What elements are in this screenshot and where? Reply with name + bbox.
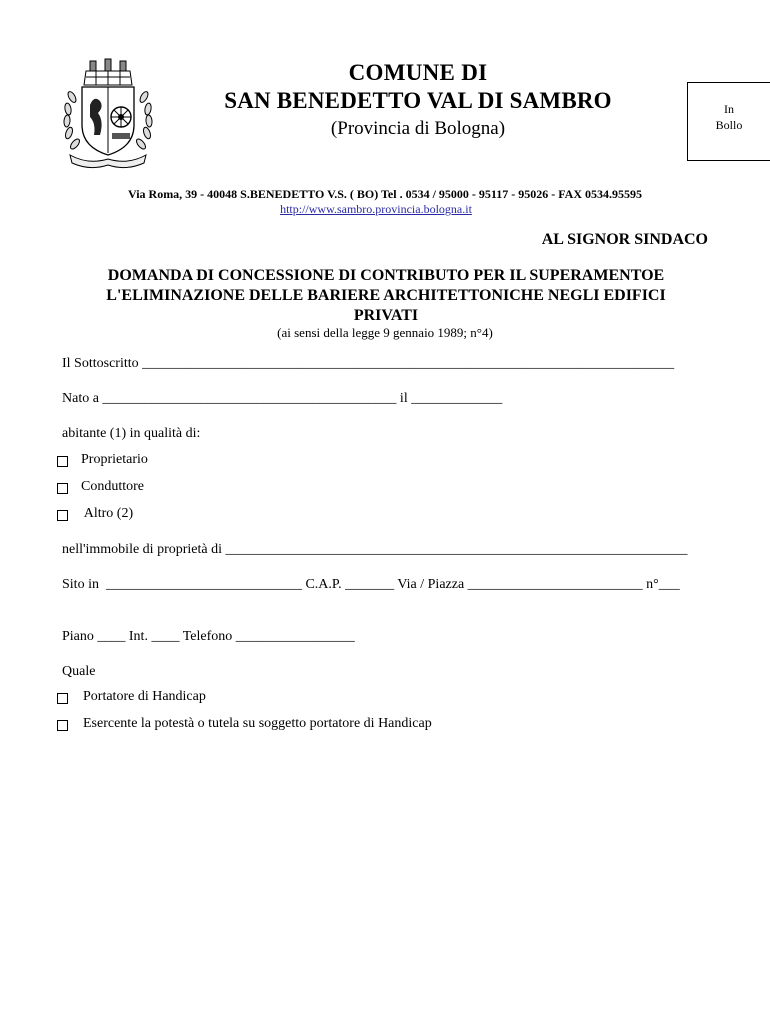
title-line-3: PRIVATI — [353, 307, 419, 324]
comune-name: SAN BENEDETTO VAL DI SAMBRO — [224, 88, 612, 113]
bollo-stamp-box — [687, 82, 770, 161]
checkbox-esercente-potesta[interactable] — [57, 720, 68, 731]
document-title — [60, 266, 712, 326]
checkbox-altro[interactable] — [57, 510, 68, 521]
option-conduttore-label: Conduttore — [81, 479, 144, 494]
document-subtitle: (ai sensi della legge 9 gennaio 1989; n°4) — [277, 325, 493, 340]
sottoscritto-field[interactable]: Il Sottoscritto ____________________________________________________________________________ — [62, 356, 675, 371]
checkbox-proprietario[interactable] — [57, 456, 68, 467]
sito-field[interactable]: Sito in ____________________________ C.A.P. _______ Via / Piazza _________________________ n°___ — [62, 577, 680, 592]
abitante-label: abitante (1) in qualità di: — [62, 426, 201, 441]
checkbox-conduttore[interactable] — [57, 483, 68, 494]
immobile-field[interactable]: nell'immobile di proprietà di __________________________________________________________________ — [62, 542, 688, 557]
quale-label: Quale — [62, 664, 96, 679]
address-line: Via Roma, 39 - 40048 S.BENEDETTO V.S. ( BO) Tel . 0534 / 95000 - 95117 - 95026 - FAX 0534.95595 — [127, 187, 643, 201]
provincia-label: (Provincia di Bologna) — [330, 118, 506, 139]
title-line-2: L'ELIMINAZIONE DELLE BARIERE ARCHITETTONICHE NEGLI EDIFICI — [106, 287, 666, 304]
stamp-line-1: In — [724, 102, 734, 116]
option-altro-label: Altro (2) — [81, 506, 134, 521]
comune-title: COMUNE DI — [348, 60, 488, 85]
nato-field[interactable]: Nato a __________________________________________ il _____________ — [62, 391, 503, 406]
recipient-heading: AL SIGNOR SINDACO — [541, 231, 708, 248]
piano-field[interactable]: Piano ____ Int. ____ Telefono _________________ — [62, 629, 355, 644]
option-portatore-label: Portatore di Handicap — [83, 689, 206, 704]
option-esercente-label: Esercente la potestà o tutela su soggetto portatore di Handicap — [83, 716, 432, 731]
checkbox-portatore-handicap[interactable] — [57, 693, 68, 704]
website-link[interactable]: http://www.sambro.provincia.bologna.it — [280, 202, 472, 216]
stamp-line-2: Bollo — [715, 118, 743, 132]
title-line-1: DOMANDA DI CONCESSIONE DI CONTRIBUTO PER IL SUPERAMENTOE — [107, 267, 665, 284]
option-proprietario-label: Proprietario — [81, 452, 148, 467]
